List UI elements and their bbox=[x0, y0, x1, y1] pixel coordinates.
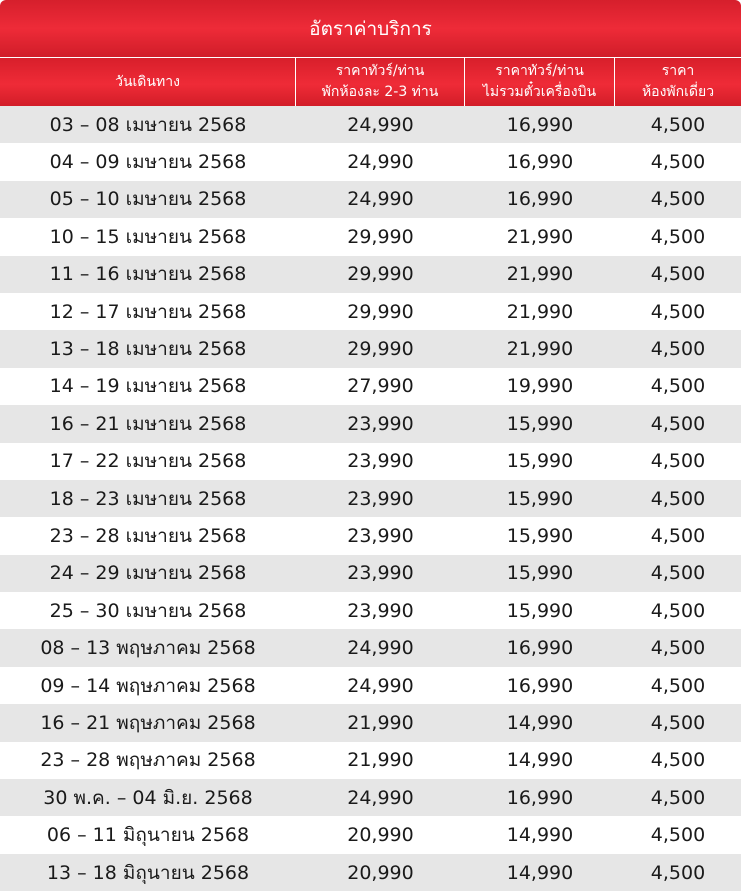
no-flight-price-cell: 16,990 bbox=[506, 151, 574, 174]
travel-date-cell: 25 – 30 เมษายน 2568 bbox=[49, 599, 247, 622]
header-single-room-line2: ห้องพักเดี่ยว bbox=[641, 84, 715, 100]
single-room-cell: 4,500 bbox=[650, 674, 706, 697]
travel-date-cell: 17 – 22 เมษายน 2568 bbox=[49, 450, 247, 473]
travel-date-cell: 24 – 29 เมษายน 2568 bbox=[49, 562, 247, 585]
travel-date-cell: 04 – 09 เมษายน 2568 bbox=[49, 151, 247, 174]
table-row bbox=[0, 480, 741, 517]
travel-date-cell: 16 – 21 พฤษภาคม 2568 bbox=[40, 711, 256, 734]
single-room-cell: 4,500 bbox=[650, 487, 706, 510]
travel-date-cell: 13 – 18 มิถุนายน 2568 bbox=[46, 861, 250, 884]
travel-date-cell: 23 – 28 พฤษภาคม 2568 bbox=[40, 749, 256, 772]
table-row bbox=[0, 106, 741, 143]
travel-date-cell: 08 – 13 พฤษภาคม 2568 bbox=[40, 637, 256, 660]
table-row bbox=[0, 143, 741, 180]
single-room-cell: 4,500 bbox=[650, 524, 706, 547]
no-flight-price-cell: 14,990 bbox=[506, 824, 574, 847]
header-single-room-line1: ราคา bbox=[661, 63, 695, 79]
table-row bbox=[0, 256, 741, 293]
no-flight-price-cell: 14,990 bbox=[506, 711, 574, 734]
table-row bbox=[0, 218, 741, 255]
table-row bbox=[0, 816, 741, 853]
tour-price-cell: 24,990 bbox=[347, 637, 414, 660]
travel-date-cell: 03 – 08 เมษายน 2568 bbox=[49, 113, 247, 136]
no-flight-price-cell: 19,990 bbox=[506, 375, 574, 398]
single-room-cell: 4,500 bbox=[650, 599, 706, 622]
single-room-cell: 4,500 bbox=[650, 711, 706, 734]
header-travel-date bbox=[0, 58, 296, 106]
tour-price-cell: 29,990 bbox=[347, 300, 414, 323]
tour-price-cell: 29,990 bbox=[347, 263, 414, 286]
table-row bbox=[0, 854, 741, 891]
travel-date-cell: 12 – 17 เมษายน 2568 bbox=[49, 300, 247, 323]
tour-price-cell: 20,990 bbox=[347, 824, 414, 847]
no-flight-price-cell: 16,990 bbox=[506, 786, 574, 809]
tour-price-cell: 23,990 bbox=[347, 562, 414, 585]
table-body bbox=[0, 106, 741, 891]
travel-date-cell: 14 – 19 เมษายน 2568 bbox=[49, 375, 247, 398]
no-flight-price-cell: 21,990 bbox=[506, 263, 574, 286]
table-row bbox=[0, 330, 741, 367]
travel-date-cell: 05 – 10 เมษายน 2568 bbox=[49, 188, 247, 211]
table-header bbox=[0, 58, 741, 106]
no-flight-price-cell: 15,990 bbox=[506, 412, 574, 435]
tour-price-cell: 24,990 bbox=[347, 786, 414, 809]
single-room-cell: 4,500 bbox=[650, 786, 706, 809]
header-no-flight-line2: ไม่รวมตั๋วเครื่องบิน bbox=[482, 84, 597, 100]
tour-price-cell: 29,990 bbox=[347, 338, 414, 361]
header-tour-price bbox=[296, 58, 465, 106]
single-room-cell: 4,500 bbox=[650, 151, 706, 174]
travel-date-cell: 13 – 18 เมษายน 2568 bbox=[49, 338, 247, 361]
table-row bbox=[0, 443, 741, 480]
table-row bbox=[0, 405, 741, 442]
table-row bbox=[0, 629, 741, 666]
no-flight-price-cell: 15,990 bbox=[506, 524, 574, 547]
no-flight-price-cell: 21,990 bbox=[506, 338, 574, 361]
single-room-cell: 4,500 bbox=[650, 861, 706, 884]
header-tour-price-line1: ราคาทัวร์/ท่าน bbox=[335, 63, 425, 79]
table-row bbox=[0, 293, 741, 330]
travel-date-cell: 10 – 15 เมษายน 2568 bbox=[49, 225, 247, 248]
travel-date-cell: 23 – 28 เมษายน 2568 bbox=[49, 524, 247, 547]
single-room-cell: 4,500 bbox=[650, 450, 706, 473]
no-flight-price-cell: 16,990 bbox=[506, 637, 574, 660]
travel-date-cell: 11 – 16 เมษายน 2568 bbox=[49, 263, 247, 286]
no-flight-price-cell: 16,990 bbox=[506, 113, 574, 136]
travel-date-cell: 18 – 23 เมษายน 2568 bbox=[49, 487, 247, 510]
tour-price-cell: 24,990 bbox=[347, 151, 414, 174]
no-flight-price-cell: 14,990 bbox=[506, 861, 574, 884]
tour-price-cell: 23,990 bbox=[347, 487, 414, 510]
tour-price-cell: 21,990 bbox=[347, 749, 414, 772]
tour-price-cell: 24,990 bbox=[347, 674, 414, 697]
header-travel-date-label: วันเดินทาง bbox=[115, 73, 180, 90]
table-row bbox=[0, 742, 741, 779]
header-single-room bbox=[615, 58, 741, 106]
tour-price-cell: 24,990 bbox=[347, 188, 414, 211]
no-flight-price-cell: 21,990 bbox=[506, 225, 574, 248]
table-row bbox=[0, 555, 741, 592]
travel-date-cell: 09 – 14 พฤษภาคม 2568 bbox=[40, 674, 256, 697]
table-row bbox=[0, 517, 741, 554]
no-flight-price-cell: 15,990 bbox=[506, 562, 574, 585]
single-room-cell: 4,500 bbox=[650, 188, 706, 211]
single-room-cell: 4,500 bbox=[650, 412, 706, 435]
single-room-cell: 4,500 bbox=[650, 300, 706, 323]
travel-date-cell: 16 – 21 เมษายน 2568 bbox=[49, 412, 247, 435]
single-room-cell: 4,500 bbox=[650, 225, 706, 248]
table-row bbox=[0, 779, 741, 816]
no-flight-price-cell: 15,990 bbox=[506, 599, 574, 622]
no-flight-price-cell: 15,990 bbox=[506, 450, 574, 473]
table-title: อัตราค่าบริการ bbox=[0, 0, 741, 57]
tour-price-cell: 29,990 bbox=[347, 225, 414, 248]
table-row bbox=[0, 592, 741, 629]
single-room-cell: 4,500 bbox=[650, 637, 706, 660]
no-flight-price-cell: 14,990 bbox=[506, 749, 574, 772]
tour-price-cell: 27,990 bbox=[347, 375, 414, 398]
no-flight-price-cell: 16,990 bbox=[506, 674, 574, 697]
table-row bbox=[0, 181, 741, 218]
single-room-cell: 4,500 bbox=[650, 263, 706, 286]
single-room-cell: 4,500 bbox=[650, 113, 706, 136]
table-row bbox=[0, 667, 741, 704]
header-no-flight-line1: ราคาทัวร์/ท่าน bbox=[495, 63, 584, 79]
tour-price-cell: 20,990 bbox=[347, 861, 414, 884]
travel-date-cell: 30 พ.ค. – 04 มิ.ย. 2568 bbox=[43, 786, 253, 809]
single-room-cell: 4,500 bbox=[650, 562, 706, 585]
travel-date-cell: 06 – 11 มิถุนายน 2568 bbox=[46, 824, 250, 847]
no-flight-price-cell: 15,990 bbox=[506, 487, 574, 510]
tour-price-cell: 23,990 bbox=[347, 450, 414, 473]
tour-price-cell: 21,990 bbox=[347, 711, 414, 734]
single-room-cell: 4,500 bbox=[650, 749, 706, 772]
tour-price-cell: 23,990 bbox=[347, 524, 414, 547]
table-row bbox=[0, 368, 741, 405]
header-no-flight-price bbox=[465, 58, 615, 106]
tour-price-cell: 23,990 bbox=[347, 412, 414, 435]
header-tour-price-line2: พักห้องละ 2-3 ท่าน bbox=[321, 84, 439, 100]
no-flight-price-cell: 21,990 bbox=[506, 300, 574, 323]
no-flight-price-cell: 16,990 bbox=[506, 188, 574, 211]
single-room-cell: 4,500 bbox=[650, 375, 706, 398]
tour-price-cell: 23,990 bbox=[347, 599, 414, 622]
table-row bbox=[0, 704, 741, 741]
single-room-cell: 4,500 bbox=[650, 338, 706, 361]
tour-price-cell: 24,990 bbox=[347, 113, 414, 136]
single-room-cell: 4,500 bbox=[650, 824, 706, 847]
